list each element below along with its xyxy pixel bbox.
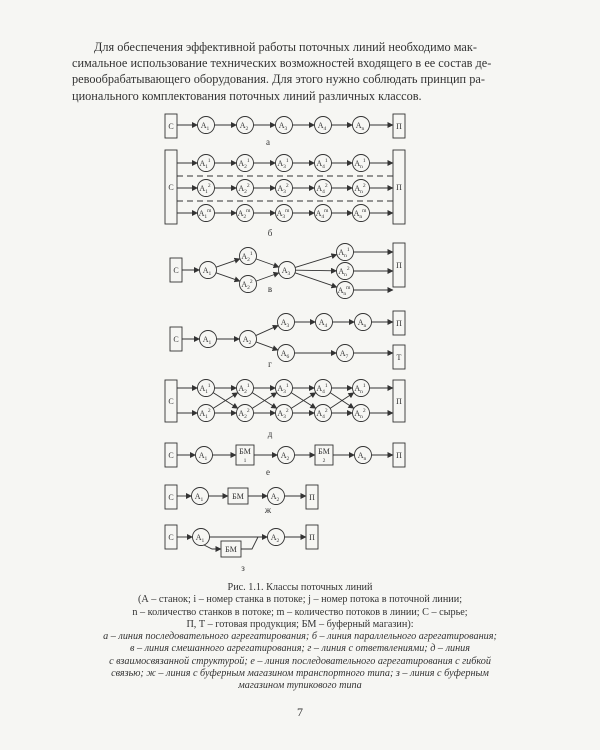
- machine-label: $A_3$: [280, 318, 290, 329]
- buffer-index: 2: [322, 458, 326, 464]
- flow-arrow: [204, 545, 221, 549]
- label-b: б: [267, 228, 273, 238]
- machine-label: $A_1^m$: [198, 208, 212, 220]
- paragraph-line: Для обеспечения эффективной работы поточных линий необходимо мак-: [94, 40, 477, 54]
- source-box-label: С: [168, 397, 174, 406]
- machine-label: $A_2^2$: [241, 279, 253, 291]
- buffer-label: БМ: [239, 447, 251, 456]
- machine-label: $A_2$: [270, 533, 280, 544]
- machine-label: $A_2$: [270, 492, 280, 503]
- machine-label: $A_1^2$: [199, 183, 211, 195]
- machine-label: $A_n^2$: [338, 266, 350, 278]
- machine-label: $A_1^2$: [199, 408, 211, 420]
- source-box-label: С: [168, 451, 174, 460]
- source-box-label: С: [168, 533, 174, 542]
- label-zh: ж: [264, 505, 272, 515]
- machine-label: $A_2$: [280, 451, 290, 462]
- machine-label: $A_n$: [355, 121, 365, 132]
- caption-line: магазином тупикового типа: [238, 680, 362, 692]
- machine-label: $A_4^m$: [315, 208, 329, 220]
- caption-line: (А – станок; i – номер станка в потоке; j – номер потока в поточной линии;: [137, 594, 463, 606]
- machine-label: $A_1$: [198, 451, 208, 462]
- caption-line: а – линия последовательного агрегатирования; б – линия параллельного агрегатирования;: [103, 631, 497, 643]
- machine-label: $A_1$: [202, 335, 212, 346]
- label-a: а: [266, 137, 270, 147]
- caption-line: n – количество станков в потоке; m – количество потоков в линии; С – сырье;: [132, 606, 468, 618]
- machine-label: $A_2$: [242, 335, 252, 346]
- flow-arrow: [256, 325, 278, 335]
- machine-label: $A_1$: [202, 266, 212, 277]
- product-box-label: П: [396, 319, 402, 328]
- machine-label: $A_n^m$: [337, 285, 351, 297]
- product-box-label: П: [309, 493, 315, 502]
- machine-label: $A_n^1$: [354, 383, 366, 395]
- product-box-label: П: [396, 183, 402, 192]
- machine-label: $A_7$: [339, 349, 349, 360]
- caption-line: связью; ж – линия с буферным магазином транспортного типа; з – линия с буферным: [111, 668, 489, 680]
- source-box-label: С: [168, 493, 174, 502]
- flow-line: [241, 537, 258, 549]
- flow-arrow: [256, 273, 279, 281]
- product-box-label: П: [396, 451, 402, 460]
- machine-label: $A_4^1$: [316, 383, 328, 395]
- machine-label: $A_4$: [318, 318, 328, 329]
- machine-label: $A_1$: [194, 492, 204, 503]
- caption-line: П, Т – готовая продукция; БМ – буферный магазин):: [186, 618, 414, 630]
- machine-label: $A_2^2$: [238, 183, 250, 195]
- machine-label: $A_2^m$: [237, 208, 251, 220]
- machine-label: $A_3$: [281, 266, 291, 277]
- flow-arrow: [256, 259, 279, 267]
- machine-label: $A_n^2$: [354, 408, 366, 420]
- buffer-label: БМ: [225, 545, 237, 554]
- buffer-label: БМ: [232, 492, 244, 501]
- machine-label: $A_1$: [195, 533, 205, 544]
- product-box-label: П: [309, 533, 315, 542]
- machine-label: $A_n$: [357, 318, 367, 329]
- machine-label: $A_n^1$: [354, 158, 366, 170]
- machine-label: $A_4^1$: [316, 158, 328, 170]
- machine-label: $A_4$: [317, 121, 327, 132]
- caption-line: в – линия смешанного агрегатирования; г – линия с ответвлениями; д – линия: [129, 643, 470, 655]
- product-t-box-label: Т: [396, 353, 402, 362]
- paragraph-line: ционального комплектования поточных линий различных классов.: [72, 88, 422, 103]
- machine-label: $A_6$: [280, 349, 290, 360]
- source-box-label: С: [173, 335, 179, 344]
- source-box-label: С: [168, 122, 174, 131]
- machine-label: $A_3^2$: [277, 183, 289, 195]
- paragraph-line: ревообрабатывающего оборудования. Для этого нужно соблюдать принцип ра-: [72, 72, 485, 87]
- page-number: 7: [297, 705, 303, 719]
- machine-label: $A_4^2$: [316, 183, 328, 195]
- machine-label: $A_1^1$: [199, 158, 211, 170]
- source-box-label: С: [168, 183, 174, 192]
- flow-arrow: [295, 270, 336, 271]
- label-v: в: [267, 284, 273, 294]
- figure-caption: [40, 582, 560, 693]
- buffer-label: БМ: [318, 447, 330, 456]
- flow-arrow: [216, 259, 240, 267]
- machine-label: $A_2^1$: [238, 158, 250, 170]
- machine-label: $A_1$: [200, 121, 210, 132]
- machine-label: $A_2^1$: [241, 251, 253, 263]
- flow-arrow: [295, 273, 337, 287]
- product-box-label: П: [396, 397, 402, 406]
- machine-label: $A_4^2$: [316, 408, 328, 420]
- machine-label: $A_3$: [278, 121, 288, 132]
- flow-arrow: [216, 273, 240, 281]
- product-box-label: П: [396, 261, 402, 270]
- caption-line: с взаимосвязанной структурой; е – линия последовательного агрегатирования с гибкой: [109, 655, 491, 667]
- machine-label: $A_n$: [357, 451, 367, 462]
- machine-label: $A_n^1$: [338, 247, 350, 259]
- caption-title: Рис. 1.1. Классы поточных линий: [227, 582, 373, 593]
- buffer-index: 1: [243, 458, 247, 464]
- machine-label: $A_1^1$: [199, 383, 211, 395]
- flow-arrow: [295, 255, 337, 268]
- machine-label: $A_2^2$: [238, 408, 250, 420]
- source-box-label: С: [173, 266, 179, 275]
- machine-label: $A_2$: [239, 121, 249, 132]
- label-e: е: [266, 467, 270, 477]
- flow-arrow: [256, 342, 278, 350]
- machine-label: $A_2^1$: [238, 383, 250, 395]
- machine-label: $A_n^m$: [353, 208, 367, 220]
- machine-label: $A_3^1$: [277, 383, 289, 395]
- machine-label: $A_3^1$: [277, 158, 289, 170]
- label-d: д: [267, 429, 273, 439]
- label-g: г: [268, 359, 272, 369]
- label-z: з: [241, 563, 245, 573]
- paragraph-line: симальное использование технических возможностей входящего в ее состав де-: [72, 56, 492, 71]
- machine-label: $A_3^2$: [277, 408, 289, 420]
- machine-label: $A_n^2$: [354, 183, 366, 195]
- product-box-label: П: [396, 122, 402, 131]
- machine-label: $A_3^m$: [276, 208, 290, 220]
